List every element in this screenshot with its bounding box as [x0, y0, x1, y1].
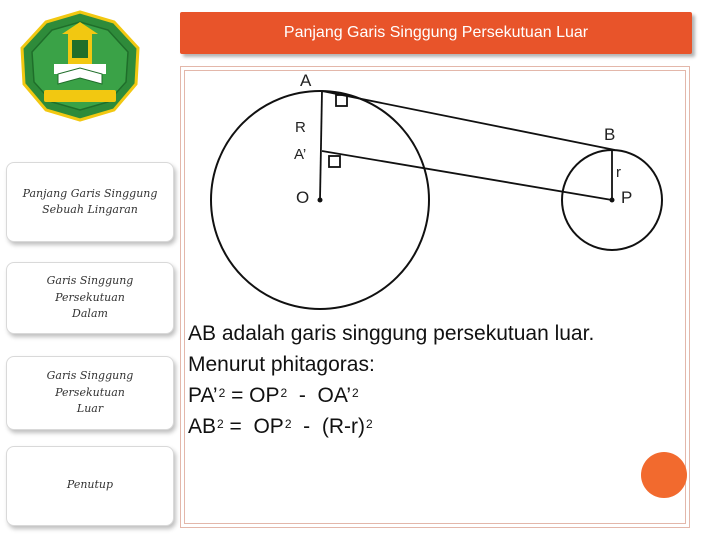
right-angle-marker-a-prime	[329, 156, 340, 167]
sidebar-item-persekutuan-dalam[interactable]	[6, 262, 174, 334]
label-r-big: R	[295, 119, 306, 136]
sidebar-item-label: Luar	[76, 402, 104, 416]
center-point-p	[610, 198, 615, 203]
label-r-small: r	[616, 164, 621, 181]
sidebar-item-label: Sebuah Lingaran	[42, 203, 138, 216]
sidebar-item-label: Dalam	[72, 307, 108, 321]
sidebar-item-persekutuan-luar[interactable]	[6, 356, 174, 430]
center-point-o	[318, 198, 323, 203]
label-b: B	[604, 125, 616, 144]
label-a-prime: A’	[294, 146, 307, 163]
sidebar-item-label: Panjang Garis Singgung	[22, 186, 158, 200]
sidebar-item-penutup[interactable]	[6, 446, 174, 526]
sidebar	[0, 0, 180, 540]
label-a: A	[300, 71, 312, 90]
formula-ab: $AB^2 = OP^2 - (R-r)^2$	[188, 415, 373, 438]
explanation-line-2: Menurut phitagoras:	[188, 353, 375, 376]
institution-logo	[10, 8, 150, 128]
formula-pa-prime: PA’$^2$ = $OP^2$ - OA’$^2$	[188, 384, 359, 407]
sidebar-item-label: Penutup	[66, 478, 114, 491]
tangent-diagram	[180, 0, 720, 540]
slide-content	[180, 0, 720, 540]
radius-oa	[320, 91, 322, 200]
label-o: O	[296, 188, 310, 207]
explanation-text	[188, 318, 594, 442]
slide-title: Panjang Garis Singgung Persekutuan Luar	[180, 12, 692, 54]
sidebar-item-label: Garis Singgung Persekutuan	[46, 369, 134, 399]
label-p: P	[621, 188, 633, 207]
tangent-line-ab	[322, 91, 615, 150]
sidebar-item-label: Garis Singgung Persekutuan	[46, 274, 134, 304]
explanation-line-1: AB adalah garis singgung persekutuan luar.	[188, 322, 595, 345]
next-slide-button[interactable]	[641, 452, 687, 498]
sidebar-item-garis-singgung-lingkaran[interactable]	[6, 162, 174, 242]
right-angle-marker-a	[336, 95, 347, 106]
